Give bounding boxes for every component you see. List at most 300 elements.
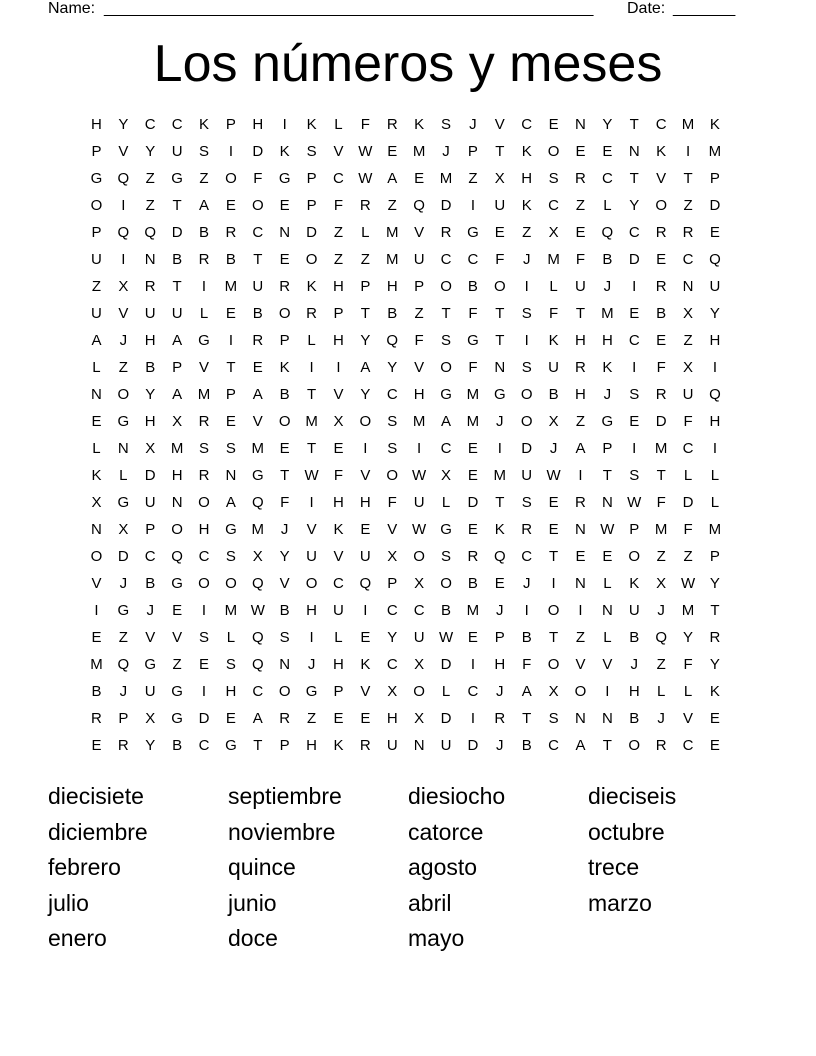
grid-row — [83, 462, 728, 489]
grid-letter: R — [575, 359, 586, 376]
grid-letter: A — [252, 386, 263, 403]
grid-letter: T — [253, 251, 263, 268]
grid-letter: U — [413, 494, 425, 511]
grid-letter: Q — [413, 197, 425, 214]
grid-letter: J — [119, 683, 128, 700]
grid-letter: A — [172, 386, 183, 403]
grid-letter: P — [225, 386, 236, 403]
grid-letter: Z — [522, 224, 532, 241]
grid-letter: B — [656, 305, 667, 322]
grid-letter: Q — [251, 575, 264, 592]
grid-letter: C — [198, 737, 210, 754]
grid-letter: B — [521, 629, 532, 646]
grid-letter: E — [91, 413, 102, 430]
grid-letter: M — [385, 224, 399, 241]
grid-letter: O — [90, 548, 103, 565]
grid-letter: E — [602, 143, 613, 160]
grid-letter: F — [333, 467, 344, 484]
grid-letter: S — [306, 143, 317, 160]
grid-row — [83, 192, 728, 219]
grid-letter: Z — [145, 197, 155, 214]
grid-letter: T — [602, 467, 612, 484]
grid-letter: L — [334, 629, 343, 646]
grid-letter: M — [305, 413, 318, 430]
grid-letter: J — [522, 575, 531, 592]
grid-letter: R — [467, 548, 479, 565]
grid-letter: T — [629, 116, 639, 133]
grid-letter: E — [548, 494, 559, 511]
grid-letter: R — [575, 170, 586, 187]
grid-letter: R — [198, 413, 210, 430]
grid-letter: Z — [118, 359, 128, 376]
grid-letter: E — [91, 737, 102, 754]
grid-letter: X — [387, 548, 398, 565]
grid-letter: Q — [709, 386, 721, 403]
grid-letter: F — [575, 251, 586, 268]
grid-letter: F — [468, 359, 478, 376]
grid-letter: E — [387, 143, 398, 160]
grid-letter: K — [548, 332, 559, 349]
grid-letter: G — [171, 683, 183, 700]
grid-letter: U — [521, 467, 533, 484]
grid-letter: D — [440, 710, 452, 727]
grid-letter: U — [682, 386, 694, 403]
grid-letter: H — [359, 494, 371, 511]
grid-letter: Q — [144, 224, 157, 241]
grid-letter: Q — [655, 629, 667, 646]
grid-row — [83, 732, 728, 759]
grid-letter: E — [656, 251, 667, 268]
grid-letter: C — [628, 224, 640, 241]
grid-letter: X — [172, 413, 183, 430]
grid-letter: G — [90, 170, 103, 187]
grid-letter: Y — [145, 143, 156, 160]
grid-letter: M — [197, 386, 211, 403]
grid-letter: H — [333, 278, 344, 295]
grid-letter: Y — [709, 575, 720, 592]
grid-row — [83, 327, 728, 354]
grid-letter: U — [144, 305, 156, 322]
grid-letter: A — [441, 413, 452, 430]
grid-letter: I — [201, 602, 207, 619]
grid-letter: P — [709, 548, 720, 565]
grid-letter: G — [467, 332, 479, 349]
grid-letter: M — [466, 413, 480, 430]
grid-letter: E — [709, 224, 720, 241]
grid-row — [83, 300, 728, 327]
grid-letter: F — [253, 170, 263, 187]
grid-letter: I — [363, 440, 368, 457]
grid-letter: G — [198, 332, 210, 349]
grid-letter: S — [548, 170, 559, 187]
grid-letter: T — [495, 332, 505, 349]
grid-letter: R — [198, 467, 210, 484]
grid-letter: L — [441, 683, 451, 700]
grid-letter: L — [226, 629, 236, 646]
grid-letter: C — [682, 737, 694, 754]
grid-letter: M — [251, 440, 265, 457]
grid-letter: C — [333, 575, 344, 592]
grid-letter: L — [603, 197, 612, 214]
grid-letter: S — [441, 548, 452, 565]
grid-letter: B — [521, 737, 532, 754]
word-list-item: abril — [408, 889, 452, 916]
word-list-item: marzo — [588, 889, 652, 916]
grid-letter: V — [602, 656, 613, 673]
grid-letter: O — [493, 278, 506, 295]
grid-letter: V — [360, 467, 371, 484]
grid-row — [83, 165, 728, 192]
grid-letter: R — [252, 332, 264, 349]
grid-letter: V — [333, 143, 344, 160]
name-label: Name: — [48, 0, 96, 17]
grid-letter: E — [629, 413, 640, 430]
grid-letter: I — [632, 359, 637, 376]
grid-letter: H — [91, 116, 102, 133]
grid-letter: F — [468, 305, 478, 322]
grid-letter: X — [118, 278, 129, 295]
grid-letter: E — [709, 737, 720, 754]
grid-letter: B — [441, 602, 452, 619]
word-list-item: junio — [228, 889, 277, 916]
grid-letter: I — [363, 602, 368, 619]
grid-letter: H — [144, 413, 156, 430]
grid-letter: R — [655, 278, 667, 295]
grid-letter: M — [224, 602, 238, 619]
grid-letter: X — [91, 494, 102, 511]
grid-letter: O — [359, 413, 372, 430]
grid-letter: D — [467, 737, 479, 754]
grid-letter: J — [496, 602, 504, 619]
grid-letter: U — [413, 629, 425, 646]
grid-letter: B — [279, 386, 290, 403]
grid-letter: I — [201, 278, 207, 295]
grid-letter: O — [278, 413, 291, 430]
grid-letter: L — [603, 629, 612, 646]
grid-letter: B — [91, 683, 102, 700]
grid-letter: V — [387, 521, 398, 538]
word-list-item: agosto — [408, 854, 478, 880]
grid-letter: B — [629, 629, 640, 646]
grid-letter: E — [252, 359, 263, 376]
grid-letter: T — [495, 305, 505, 322]
grid-letter: Q — [251, 494, 264, 511]
grid-letter: O — [655, 197, 667, 214]
grid-letter: P — [145, 521, 156, 538]
grid-letter: S — [548, 710, 559, 727]
grid-letter: S — [441, 332, 452, 349]
grid-letter: N — [117, 440, 129, 457]
grid-letter: H — [198, 521, 210, 538]
grid-letter: T — [710, 602, 720, 619]
grid-letter: X — [683, 359, 694, 376]
grid-letter: K — [199, 116, 210, 133]
word-list-item: trece — [588, 854, 640, 880]
grid-letter: O — [413, 548, 425, 565]
grid-letter: X — [441, 467, 452, 484]
grid-letter: R — [359, 737, 371, 754]
grid-letter: P — [387, 575, 398, 592]
grid-letter: P — [91, 224, 102, 241]
word-list-item: diesiocho — [408, 783, 506, 809]
grid-letter: P — [360, 278, 371, 295]
word-list — [48, 780, 768, 958]
grid-letter: T — [306, 440, 317, 457]
grid-letter: I — [578, 602, 583, 619]
grid-letter: B — [145, 359, 156, 376]
grid-letter: N — [279, 656, 291, 673]
grid-letter: R — [440, 224, 452, 241]
grid-letter: N — [601, 602, 613, 619]
grid-letter: E — [360, 710, 371, 727]
grid-letter: G — [467, 224, 479, 241]
grid-letter: J — [657, 602, 665, 619]
grid-letter: E — [602, 548, 613, 565]
grid-letter: A — [575, 737, 586, 754]
grid-letter: M — [708, 521, 722, 538]
grid-letter: F — [414, 332, 424, 349]
grid-letter: S — [225, 548, 236, 565]
grid-letter: A — [199, 197, 210, 214]
grid-letter: E — [199, 656, 210, 673]
grid-letter: Y — [360, 386, 371, 403]
grid-letter: V — [172, 629, 183, 646]
grid-letter: C — [333, 170, 344, 187]
grid-letter: D — [709, 197, 721, 214]
grid-letter: J — [442, 143, 450, 160]
grid-letter: O — [440, 575, 452, 592]
grid-letter: X — [414, 710, 425, 727]
grid-letter: V — [360, 683, 371, 700]
grid-letter: K — [306, 278, 317, 295]
grid-letter: G — [278, 170, 291, 187]
grid-letter: P — [279, 332, 290, 349]
grid-letter: A — [387, 170, 398, 187]
grid-letter: D — [440, 656, 452, 673]
grid-letter: X — [252, 548, 263, 565]
grid-letter: E — [279, 251, 290, 268]
grid-letter: E — [414, 170, 425, 187]
grid-letter: P — [225, 116, 236, 133]
grid-letter: T — [172, 197, 182, 214]
grid-letter: I — [228, 143, 233, 160]
grid-letter: I — [470, 710, 475, 727]
grid-letter: C — [386, 386, 398, 403]
grid-letter: K — [279, 359, 290, 376]
grid-letter: O — [628, 548, 641, 565]
grid-letter: T — [495, 143, 505, 160]
grid-row — [83, 111, 728, 138]
grid-letter: H — [333, 656, 344, 673]
grid-letter: D — [682, 494, 694, 511]
grid-letter: Q — [386, 332, 399, 349]
grid-letter: B — [602, 251, 613, 268]
grid-letter: O — [278, 683, 291, 700]
grid-letter: T — [172, 278, 182, 295]
grid-letter: Y — [145, 386, 156, 403]
grid-letter: S — [225, 656, 236, 673]
word-list-item: dieciseis — [588, 783, 677, 809]
grid-letter: M — [681, 602, 695, 619]
header — [0, 0, 816, 20]
grid-letter: R — [279, 710, 291, 727]
grid-letter: N — [682, 278, 694, 295]
grid-letter: H — [386, 278, 398, 295]
grid-letter: D — [655, 413, 667, 430]
grid-letter: R — [494, 710, 506, 727]
grid-letter: U — [628, 602, 640, 619]
grid-row — [83, 516, 728, 543]
grid-letter: L — [361, 224, 370, 241]
grid-letter: I — [201, 683, 207, 700]
grid-letter: A — [172, 332, 183, 349]
grid-letter: N — [575, 116, 586, 133]
grid-letter: H — [709, 332, 721, 349]
grid-letter: J — [119, 332, 128, 349]
grid-letter: Z — [172, 656, 182, 673]
grid-letter: R — [655, 224, 667, 241]
grid-letter: I — [632, 440, 637, 457]
grid-letter: E — [467, 440, 478, 457]
grid-letter: E — [575, 548, 586, 565]
grid-letter: D — [117, 548, 129, 565]
grid-letter: J — [496, 683, 504, 700]
grid-letter: P — [333, 305, 344, 322]
grid-letter: H — [575, 386, 586, 403]
grid-letter: V — [145, 629, 156, 646]
grid-letter: I — [524, 278, 529, 295]
grid-letter: L — [683, 683, 693, 700]
grid-letter: U — [494, 197, 506, 214]
grid-letter: V — [494, 116, 505, 133]
grid-letter: M — [466, 602, 480, 619]
grid-letter: L — [549, 278, 558, 295]
grid-letter: X — [333, 413, 344, 430]
grid-letter: Y — [360, 332, 371, 349]
grid-letter: F — [495, 251, 505, 268]
grid-letter: B — [387, 305, 398, 322]
grid-letter: M — [251, 521, 265, 538]
grid-letter: Z — [118, 629, 128, 646]
grid-letter: Y — [387, 629, 398, 646]
grid-row — [83, 408, 728, 435]
grid-letter: T — [656, 467, 666, 484]
grid-letter: M — [681, 116, 695, 133]
grid-letter: D — [440, 197, 452, 214]
grid-letter: V — [414, 359, 425, 376]
grid-letter: S — [387, 440, 398, 457]
grid-letter: I — [417, 440, 422, 457]
grid-letter: Y — [683, 629, 694, 646]
grid-letter: O — [574, 683, 587, 700]
grid-letter: M — [547, 251, 560, 268]
grid-letter: J — [603, 386, 612, 403]
grid-letter: J — [522, 251, 531, 268]
grid-letter: E — [333, 710, 344, 727]
grid-letter: F — [683, 656, 693, 673]
word-list-item: septiembre — [228, 783, 342, 809]
grid-letter: D — [628, 251, 640, 268]
word-list-item: julio — [48, 889, 89, 916]
grid-letter: R — [655, 737, 667, 754]
grid-letter: V — [279, 575, 290, 592]
grid-letter: G — [251, 467, 264, 484]
grid-letter: R — [575, 494, 586, 511]
grid-letter: B — [548, 386, 559, 403]
grid-letter: D — [171, 224, 183, 241]
grid-letter: C — [413, 602, 425, 619]
grid-letter: Y — [709, 656, 720, 673]
grid-letter: P — [602, 440, 613, 457]
grid-letter: U — [144, 683, 156, 700]
grid-letter: J — [496, 413, 504, 430]
grid-letter: E — [575, 143, 586, 160]
grid-letter: Q — [117, 656, 130, 673]
grid-letter: G — [225, 737, 237, 754]
grid-letter: U — [306, 548, 317, 565]
grid-letter: U — [333, 602, 344, 619]
grid-letter: K — [414, 116, 425, 133]
grid-letter: G — [440, 521, 452, 538]
grid-letter: O — [520, 413, 533, 430]
grid-letter: Z — [387, 197, 397, 214]
grid-letter: E — [279, 197, 290, 214]
word-list-item: doce — [228, 925, 278, 951]
grid-letter: R — [144, 278, 156, 295]
grid-letter: I — [605, 683, 610, 700]
grid-letter: T — [602, 737, 612, 754]
grid-letter: R — [117, 737, 129, 754]
grid-letter: M — [385, 251, 399, 268]
grid-letter: C — [252, 683, 264, 700]
grid-letter: E — [467, 467, 478, 484]
grid-letter: V — [333, 386, 344, 403]
grid-letter: O — [198, 494, 210, 511]
grid-letter: X — [494, 170, 505, 187]
grid-letter: T — [549, 629, 559, 646]
grid-letter: A — [91, 332, 102, 349]
grid-letter: T — [549, 548, 559, 565]
grid-letter: M — [493, 467, 507, 484]
grid-letter: B — [467, 278, 478, 295]
grid-letter: X — [145, 710, 156, 727]
grid-letter: N — [91, 521, 102, 538]
grid-row — [83, 219, 728, 246]
grid-letter: L — [334, 116, 343, 133]
grid-letter: V — [252, 413, 263, 430]
grid-letter: E — [709, 710, 720, 727]
grid-letter: F — [360, 116, 370, 133]
grid-letter: S — [521, 494, 532, 511]
grid-letter: H — [386, 710, 398, 727]
grid-letter: B — [199, 224, 210, 241]
word-list-item: catorce — [408, 818, 484, 845]
grid-letter: P — [172, 359, 183, 376]
grid-letter: Y — [602, 116, 613, 133]
grid-letter: T — [441, 305, 451, 322]
grid-letter: S — [521, 359, 532, 376]
grid-letter: T — [683, 170, 693, 187]
grid-letter: M — [90, 656, 103, 673]
grid-letter: X — [414, 656, 425, 673]
grid-letter: H — [521, 170, 533, 187]
grid-letter: Y — [118, 116, 129, 133]
grid-letter: E — [333, 440, 344, 457]
grid-letter: X — [548, 683, 559, 700]
grid-letter: U — [548, 359, 559, 376]
grid-letter: H — [306, 737, 317, 754]
grid-letter: G — [171, 170, 183, 187]
